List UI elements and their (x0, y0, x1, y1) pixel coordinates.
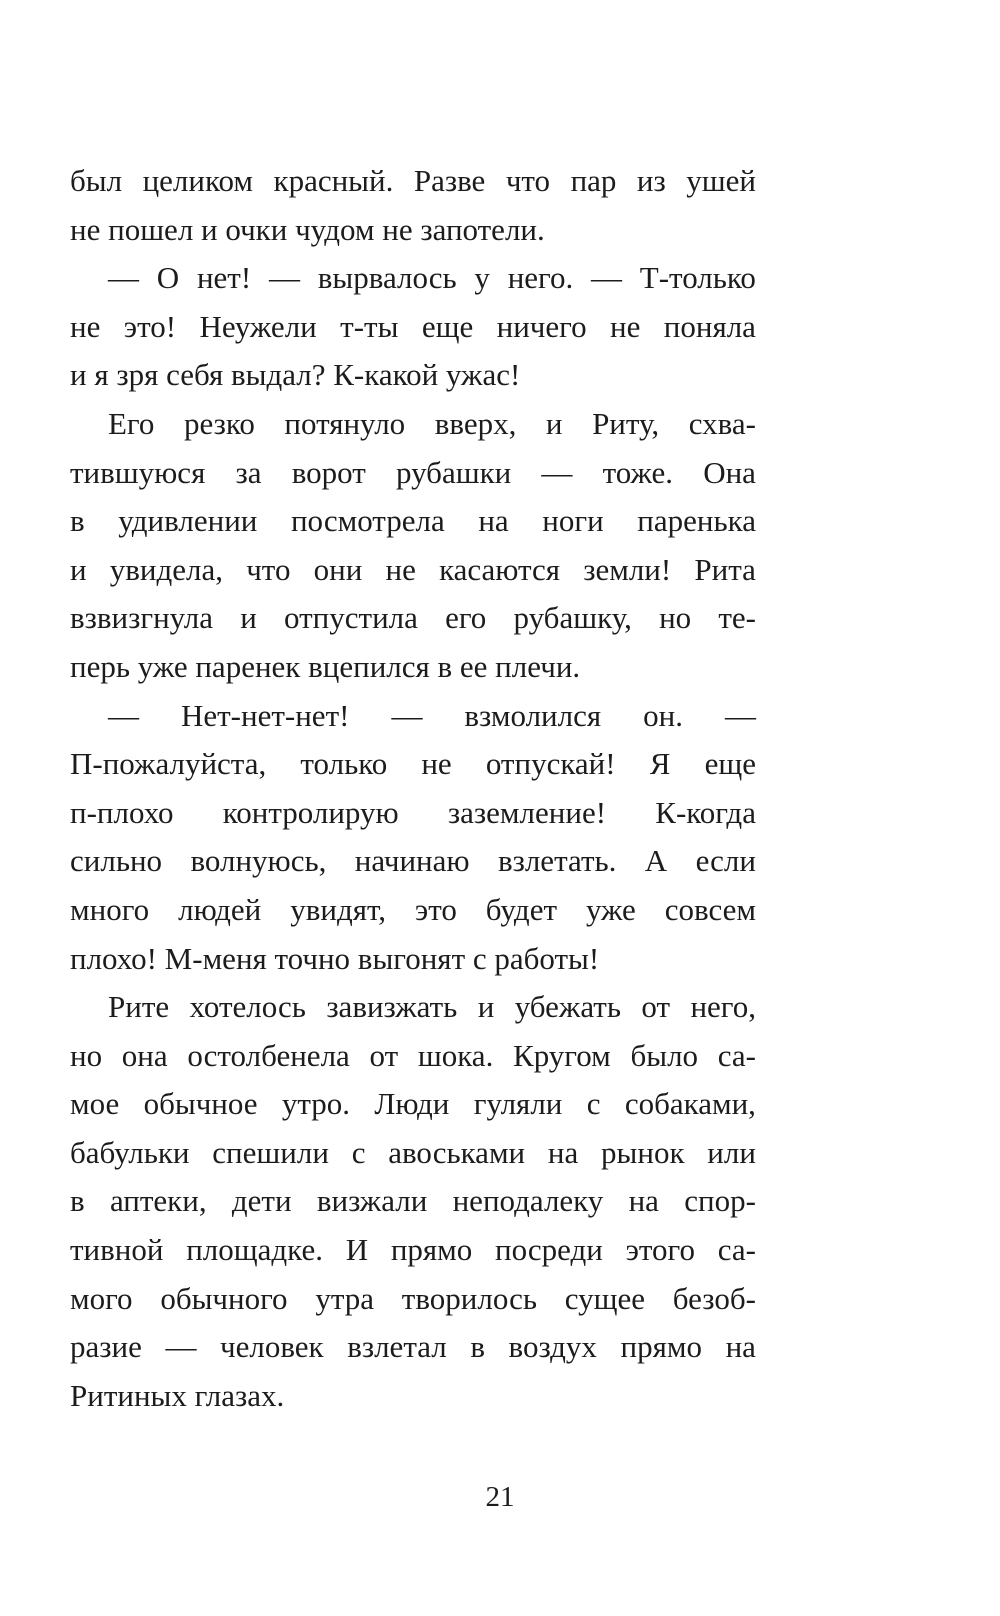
word: и (477, 989, 495, 1025)
text-line (70, 1177, 756, 1226)
word: отпустила (284, 600, 418, 636)
word: тивной (70, 1232, 164, 1268)
word: взлетать. (497, 843, 617, 879)
word: но (70, 1037, 103, 1073)
word: бабульки (70, 1134, 190, 1170)
word: земли! (583, 551, 672, 587)
word: Кругом (513, 1037, 611, 1073)
word: прямо (390, 1232, 473, 1268)
word: Она (703, 454, 756, 490)
word: остолбенела (187, 1037, 350, 1073)
word: взвизгнула (70, 600, 214, 636)
text-line (70, 157, 756, 206)
word: в (70, 1183, 85, 1219)
word: будет (485, 891, 557, 927)
word: него, (690, 989, 756, 1025)
word: сущее (564, 1280, 645, 1316)
word: резко (183, 405, 255, 441)
body-text (70, 157, 756, 1420)
text-line (70, 303, 756, 352)
word: уже (585, 891, 636, 927)
word: схва- (688, 405, 756, 441)
word: воздух (508, 1329, 597, 1365)
word: творилось (401, 1280, 537, 1316)
word: рубашку, (513, 600, 632, 636)
text-line: Ритиных глазах. (70, 1377, 285, 1413)
word: волнуюсь, (190, 843, 327, 879)
word: от (641, 989, 671, 1025)
text-line (70, 497, 756, 546)
word: не (421, 746, 452, 782)
word: касаются (439, 551, 561, 587)
word: увидела, (109, 551, 224, 587)
word: еще (704, 746, 756, 782)
word: визжали (316, 1183, 428, 1219)
word: А (644, 843, 668, 879)
word: она (121, 1037, 168, 1073)
word: дети (231, 1183, 292, 1219)
word: Разве (413, 163, 486, 198)
text-line (70, 983, 756, 1032)
word: удивлении (118, 503, 258, 539)
word: человек (220, 1329, 324, 1365)
word: вырвалось (317, 260, 457, 296)
word: от (369, 1037, 399, 1073)
text-line (70, 692, 756, 741)
word: красный. (273, 163, 394, 198)
word: и (70, 551, 87, 587)
word: на (628, 1183, 659, 1219)
word: много (70, 891, 150, 927)
text-line (70, 594, 756, 643)
word: посмотрела (290, 503, 445, 539)
word: поняла (663, 308, 756, 344)
word: увидят, (290, 891, 386, 927)
word: П-пожалуйста, (70, 746, 267, 782)
text-line (70, 1129, 756, 1178)
word: него. (507, 260, 574, 296)
word: рубашки (395, 454, 512, 490)
word: — (591, 260, 623, 296)
word: — (391, 697, 423, 733)
word: это (414, 891, 457, 927)
word: и (240, 600, 257, 636)
word: и (545, 405, 563, 441)
word: И (345, 1232, 369, 1268)
word: площадке. (186, 1232, 323, 1268)
word: совсем (664, 891, 756, 927)
word: в (70, 503, 85, 539)
word: посреди (495, 1232, 603, 1268)
word: на (478, 503, 509, 539)
word: ноги (542, 503, 604, 539)
word: утра (315, 1280, 375, 1316)
text-line (70, 449, 756, 498)
word: О (156, 260, 180, 296)
word: не (70, 308, 101, 344)
word: гуляли (473, 1086, 563, 1122)
word: обычного (160, 1280, 288, 1316)
word: за (235, 454, 262, 490)
text-line: и я зря себя выдал? К-какой ужас! (70, 357, 521, 393)
word: безоб- (672, 1280, 756, 1316)
word: т-ты (340, 308, 399, 344)
word: пар (570, 163, 617, 198)
word: спор- (684, 1183, 756, 1219)
word: с (351, 1134, 366, 1170)
word: целиком (142, 163, 254, 198)
word: хотелось (189, 989, 306, 1025)
word: заземление! (447, 794, 607, 830)
word: но (659, 600, 692, 636)
word: в (470, 1329, 485, 1365)
word: Люди (374, 1086, 450, 1122)
word: не (385, 551, 416, 587)
word: они (313, 551, 363, 587)
word: было (630, 1037, 699, 1073)
page-number: 21 (485, 1481, 515, 1513)
word: — (165, 1329, 197, 1365)
word: са- (717, 1037, 756, 1073)
text-line (70, 789, 756, 838)
word: ушей (686, 163, 756, 198)
word: убежать (514, 989, 621, 1025)
text-line (70, 1226, 756, 1275)
word: контролирую (222, 794, 399, 830)
text-line (70, 837, 756, 886)
word: взмолился (464, 697, 602, 733)
word: Нет-нет-нет! (180, 697, 350, 733)
word: Рита (694, 551, 756, 587)
word: его (445, 600, 487, 636)
word: — (108, 697, 139, 733)
word: Т-только (639, 260, 756, 296)
word: людей (178, 891, 262, 927)
text-line (70, 400, 756, 449)
word: взлетал (347, 1329, 447, 1365)
word: этого (625, 1232, 695, 1268)
text-line (70, 1032, 756, 1081)
word: неподалеку (452, 1183, 604, 1219)
word: нет! (196, 260, 252, 296)
word: разие (70, 1329, 142, 1365)
word: спешили (212, 1134, 329, 1170)
word: завизжать (326, 989, 458, 1025)
text-line (70, 254, 756, 303)
word: утро. (281, 1086, 351, 1122)
word: К-когда (655, 794, 756, 830)
word: ворот (291, 454, 366, 490)
word: только (300, 746, 388, 782)
word: — (724, 697, 756, 733)
word: — (108, 260, 139, 296)
word: те- (718, 600, 756, 636)
word: аптеки, (109, 1183, 207, 1219)
word: вверх, (434, 405, 517, 441)
word: авоськами (388, 1134, 526, 1170)
word: обычное (143, 1086, 258, 1122)
word: прямо (620, 1329, 702, 1365)
text-line (70, 886, 756, 935)
word: тившуюся (70, 454, 206, 490)
word: — (268, 260, 300, 296)
text-line (70, 546, 756, 595)
text-line: не пошел и очки чудом не запотели. (70, 211, 545, 247)
word: — (541, 454, 573, 490)
word: Его (108, 405, 155, 441)
text-line (70, 740, 756, 789)
word: мого (70, 1280, 133, 1316)
word: тоже. (602, 454, 673, 490)
word: потянуло (284, 405, 406, 441)
word: или (707, 1134, 756, 1170)
word: не (610, 308, 641, 344)
word: еще (421, 308, 474, 344)
word: мое (70, 1086, 120, 1122)
word: п-плохо (70, 794, 174, 830)
text-line: перь уже паренек вцепился в ее плечи. (70, 648, 581, 684)
word: с (586, 1086, 601, 1122)
word: начинаю (354, 843, 470, 879)
word: рынок (601, 1134, 685, 1170)
word: из (636, 163, 666, 198)
text-line (70, 1275, 756, 1324)
word: шока. (417, 1037, 494, 1073)
word: на (725, 1329, 756, 1365)
word: ничего (496, 308, 587, 344)
word: са- (717, 1232, 756, 1268)
word: если (695, 843, 756, 879)
word: Неужели (199, 308, 317, 344)
word: паренька (637, 503, 756, 539)
word: сильно (70, 843, 163, 879)
word: у (474, 260, 490, 296)
word: Риту, (592, 405, 660, 441)
word: Я (649, 746, 671, 782)
word: это! (123, 308, 177, 344)
word: был (70, 163, 123, 198)
text-line: плохо! М-меня точно выгонят с работы! (70, 940, 600, 976)
text-line (70, 1323, 756, 1372)
word: отпускай! (485, 746, 616, 782)
word: он. (643, 697, 683, 733)
text-line (70, 1080, 756, 1129)
word: Рите (108, 989, 170, 1025)
word: что (246, 551, 291, 587)
word: на (547, 1134, 579, 1170)
word: что (505, 163, 551, 198)
word: собаками, (624, 1086, 756, 1122)
